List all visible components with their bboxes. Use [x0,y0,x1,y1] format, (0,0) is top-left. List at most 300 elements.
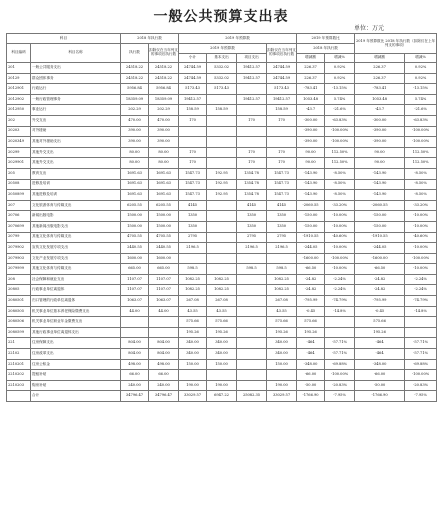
cell-subtotal-2019: 267.08 [179,296,207,307]
cell-basic-2019: 1082.25 [207,285,237,296]
header-basic: 基本支出 [207,54,237,63]
cell-excl-2018: 44.00 [149,306,179,317]
header-2019: 2019 年预算数 [179,34,297,44]
header-incr2: 增减额 [355,54,405,63]
cell-exec-2018: 1500.00 [121,221,149,232]
cell-code: 221 [7,338,31,349]
cell-name: 机关事业单位基本养老保险缴费支出 [31,306,121,317]
cell-incr: 195.26 [297,327,325,338]
cell-excl-2019: 33029.57 [267,391,297,402]
cell-basic-2019: 6947.22 [207,391,237,402]
cell-excl-2018: 1600.00 [149,253,179,264]
cell-excl-2018: 202.29 [149,105,179,116]
cell-subtotal-2019: 24744.59 [179,73,207,84]
cell-project-2019: 598.5 [237,264,267,275]
cell-name: 教育支出 [31,168,121,179]
header-subtotal: 小计 [179,54,207,63]
cell-basic-2019 [207,221,237,232]
table-row [7,200,437,211]
cell-excl-2018: 24518.22 [149,63,179,74]
cell-code: 208 [7,274,31,285]
cell-pct2: 112.50% [405,147,437,158]
cell-pct: -8.50% [325,179,355,190]
cell-pct2: -2.24% [405,274,437,285]
cell-name: 行政运行 [31,84,121,95]
table-row [7,370,437,381]
cell-incr2: -43.7 [355,105,405,116]
cell-pct: -69.88% [325,359,355,370]
table-row [7,168,437,179]
cell-incr2: -795.99 [355,296,405,307]
cell-pct2: -57.71% [405,338,437,349]
cell-basic-2019: 192.95 [207,168,237,179]
cell-subtotal-2019: 340.00 [179,338,207,349]
cell-excl-2018: 34796.47 [149,391,179,402]
cell-excl-2018: 1107.07 [149,274,179,285]
cell-excl-2019: 170 [267,147,297,158]
cell-excl-2018: 2440.55 [149,243,179,254]
cell-name: 其他外交支出 [31,158,121,169]
cell-pct2: 0.92% [405,63,437,74]
header-code: 科目编码 [7,44,31,63]
cell-incr2: 575.66 [355,317,405,328]
cell-basic-2019 [207,200,237,211]
cell-excl-2019 [267,137,297,148]
table-row [7,94,437,105]
cell-pct: -20.83% [325,380,355,391]
cell-pct [325,317,355,328]
cell-pct2: -100.00% [405,253,437,264]
cell-subtotal-2019: 190.00 [179,380,207,391]
cell-basic-2019: 190.00 [207,380,237,391]
table-row [7,84,437,95]
cell-name: 行政事业单位离退休 [31,285,121,296]
cell-subtotal-2019: 158.59 [179,105,207,116]
cell-project-2019 [237,105,267,116]
table-row [7,274,437,285]
cell-excl-2018: 1063.07 [149,296,179,307]
cell-excl-2019: 19412.57 [267,94,297,105]
cell-basic-2019: 5173.43 [207,84,237,95]
cell-name: 群众团体事务 [31,73,121,84]
cell-pct: 0.92% [325,63,355,74]
cell-pct: -10.00% [325,243,355,254]
cell-exec-2018: 1600.00 [121,253,149,264]
cell-basic-2019 [207,370,237,381]
cell-project-2019: 170 [237,115,267,126]
table-row [7,232,437,243]
cell-incr: -66.50 [297,264,325,275]
cell-excl-2018: 1500.00 [149,221,179,232]
cell-incr2: -1600.00 [355,253,405,264]
table-row [7,264,437,275]
cell-excl-2018: 804.00 [149,349,179,360]
cell-basic-2019: 192.95 [207,179,237,190]
table-row [7,105,437,116]
cell-exec-2018: 470.00 [121,115,149,126]
cell-code: 20799 [7,232,31,243]
cell-code: 2080506 [7,317,31,328]
cell-exec-2018 [121,317,149,328]
cell-subtotal-2019 [179,126,207,137]
cell-exec-2018: 202.29 [121,105,149,116]
table-row [7,243,437,254]
cell-incr: -300.00 [297,115,325,126]
cell-project-2019: 170 [237,158,267,169]
cell-incr: -43.7 [297,105,325,116]
cell-pct2 [405,317,437,328]
cell-project-2019: 1350 [237,221,267,232]
cell-code: 2080501 [7,296,31,307]
cell-exec-2018: 2440.55 [121,243,149,254]
cell-project-2019: 1354.78 [237,168,267,179]
cell-subtotal-2019: 19412.57 [179,94,207,105]
table-row [7,296,437,307]
cell-project-2019 [237,137,267,148]
cell-subtotal-2019: 24744.59 [179,63,207,74]
cell-subtotal-2019: 2196.5 [179,243,207,254]
table-row [7,158,437,169]
cell-basic-2019 [207,115,237,126]
cell-pct: -100.00% [325,370,355,381]
cell-basic-2019 [207,158,237,169]
cell-subtotal-2019: 4145 [179,200,207,211]
cell-incr: -150.00 [297,221,325,232]
cell-exec-2018: 1691.63 [121,179,149,190]
cell-code: 2079902 [7,243,31,254]
cell-subtotal-2019: 1350 [179,211,207,222]
table-row [7,327,437,338]
cell-code: 2079999 [7,264,31,275]
cell-name: 文化旅游体育与传媒支出 [31,200,121,211]
cell-pct: -13.15% [325,84,355,95]
cell-basic-2019: 158.59 [207,105,237,116]
cell-excl-2019: 267.08 [267,296,297,307]
cell-project-2019 [237,338,267,349]
cell-subtotal-2019: 1547.73 [179,179,207,190]
cell-excl-2019: 1350 [267,221,297,232]
cell-incr2: -464 [355,338,405,349]
cell-incr: -464 [297,338,325,349]
cell-exec-2018: 24518.22 [121,63,149,74]
cell-incr: -244.05 [297,243,325,254]
cell-basic-2019 [207,211,237,222]
header-2018: 2018 年执行数 [121,34,179,44]
header-cmp-exec: 2019 年预算数比 2018 年执行数（扣除仅在上年列支的事项） [355,34,437,54]
cell-code: 2012901 [7,84,31,95]
cell-subtotal-2019: 170 [179,158,207,169]
cell-name: 一般行政管理事务 [31,94,121,105]
cell-subtotal-2019: 195.26 [179,327,207,338]
cell-excl-2019: 340.00 [267,349,297,360]
cell-incr2: -24.82 [355,285,405,296]
cell-basic-2019: 5332.02 [207,63,237,74]
cell-excl-2019: 43.55 [267,306,297,317]
cell-incr2: -464 [355,349,405,360]
cell-pct: 5.74% [325,94,355,105]
cell-excl-2018: 80.00 [149,147,179,158]
table-row [7,359,437,370]
cell-name: 机关事业单位职业年金缴费支出 [31,317,121,328]
cell-pct2: -8.50% [405,168,437,179]
cell-project-2019: 2795 [237,232,267,243]
cell-project-2019 [237,327,267,338]
cell-exec-2018: 390.00 [121,126,149,137]
cell-subtotal-2019: 170 [179,147,207,158]
cell-code: 2210203 [7,380,31,391]
cell-code: 207 [7,200,31,211]
cell-excl-2018: 804.00 [149,338,179,349]
cell-incr: 226.37 [297,73,325,84]
cell-excl-2018: 5956.84 [149,84,179,95]
cell-code: 2210201 [7,359,31,370]
table-row [7,380,437,391]
cell-project-2019 [237,359,267,370]
cell-project-2019: 2196.5 [237,243,267,254]
cell-exec-2018: 498.00 [121,359,149,370]
cell-excl-2018 [149,327,179,338]
total-row [7,391,437,402]
cell-pct2: -40.60% [405,232,437,243]
cell-excl-2018 [149,317,179,328]
cell-pct: -10.00% [325,221,355,232]
cell-basic-2019 [207,232,237,243]
cell-excl-2018: 498.00 [149,359,179,370]
cell-incr: -795.99 [297,296,325,307]
cell-basic-2019: 340.00 [207,338,237,349]
cell-project-2019: 19412.57 [237,73,267,84]
cell-excl-2019: 1547.73 [267,168,297,179]
header-2019-budget: 2019 年预算数 [179,44,267,54]
cell-exec-2018: 34796.47 [121,391,149,402]
cell-pct2: -8.50% [405,190,437,201]
cell-name: 其他文化体育与传媒支出 [31,264,121,275]
cell-pct: -2.24% [325,285,355,296]
cell-code: 20508 [7,179,31,190]
cell-incr2: -0.45 [355,306,405,317]
cell-code: 2020349 [7,137,31,148]
cell-incr2: -1766.90 [355,391,405,402]
cell-subtotal-2019 [179,253,207,264]
cell-code [7,391,31,402]
cell-subtotal-2019 [179,137,207,148]
cell-project-2019: 170 [237,147,267,158]
cell-name: 进修及培训 [31,179,121,190]
cell-name: 归口管理的行政单位离退休 [31,296,121,307]
cell-incr2: -244.05 [355,243,405,254]
cell-name: 购房补贴 [31,380,121,391]
table-row [7,73,437,84]
cell-pct2 [405,327,437,338]
table-row [7,306,437,317]
cell-subtotal-2019: 575.66 [179,317,207,328]
page-title: 一般公共预算支出表 [153,9,289,25]
cell-incr: -1600.00 [297,253,325,264]
cell-code: 20203 [7,126,31,137]
cell-excl-2019: 598.5 [267,264,297,275]
cell-pct: -7.95% [325,391,355,402]
cell-subtotal-2019 [179,370,207,381]
cell-pct: 112.50% [325,158,355,169]
cell-project-2019: 19412.57 [237,63,267,74]
cell-name: 其他进修及培训 [31,190,121,201]
cell-project-2019 [237,380,267,391]
cell-incr2: 226.37 [355,73,405,84]
cell-exec-2018: 4705.55 [121,232,149,243]
cell-pct2: 112.50% [405,158,437,169]
cell-incr2: 90.00 [355,158,405,169]
table-body [7,63,437,402]
cell-exec-2018: 1500.00 [121,211,149,222]
cell-excl-2019: 1082.25 [267,274,297,285]
table-row [7,115,437,126]
cell-basic-2019: 150.00 [207,359,237,370]
cell-code: 20706 [7,211,31,222]
cell-code: 205 [7,168,31,179]
cell-basic-2019 [207,243,237,254]
cell-incr2: 90.00 [355,147,405,158]
cell-excl-2018: 24518.22 [149,73,179,84]
cell-pct: -14.8% [325,306,355,317]
cell-name: 合计 [31,391,121,402]
table-row [7,338,437,349]
cell-name: 外交支出 [31,115,121,126]
cell-project-2019: 1354.78 [237,190,267,201]
cell-code: 202 [7,115,31,126]
cell-pct2: -57.71% [405,349,437,360]
cell-pct2: -21.6% [405,105,437,116]
cell-project-2019: 25082.35 [237,391,267,402]
cell-project-2019 [237,285,267,296]
cell-project-2019 [237,317,267,328]
cell-subtotal-2019: 1350 [179,221,207,232]
cell-name: 其他新闻出版电影支出 [31,221,121,232]
cell-incr: -390.00 [297,137,325,148]
cell-excl-2019 [267,370,297,381]
cell-exec-2018: 5956.84 [121,84,149,95]
cell-incr2: -143.90 [355,190,405,201]
cell-subtotal-2019: 1082.25 [179,274,207,285]
cell-pct: -10.00% [325,211,355,222]
cell-code: 2050899 [7,190,31,201]
cell-subtotal-2019: 1082.25 [179,285,207,296]
cell-basic-2019 [207,264,237,275]
cell-excl-2019: 190.00 [267,380,297,391]
cell-excl-2018: 1691.63 [149,190,179,201]
cell-incr: -348.00 [297,359,325,370]
cell-incr: -390.00 [297,126,325,137]
cell-pct: -33.20% [325,200,355,211]
cell-pct: -8.50% [325,168,355,179]
cell-project-2019: 1354.78 [237,179,267,190]
cell-subtotal-2019: 170 [179,115,207,126]
cell-excl-2019: 24744.59 [267,73,297,84]
cell-pct2: -63.83% [405,115,437,126]
cell-project-2019 [237,84,267,95]
cell-pct: -10.00% [325,264,355,275]
cell-basic-2019: 575.66 [207,317,237,328]
cell-excl-2019: 2196.5 [267,243,297,254]
cell-incr: -0.45 [297,306,325,317]
cell-incr: -143.90 [297,168,325,179]
cell-pct: -100.00% [325,126,355,137]
cell-pct: -57.71% [325,338,355,349]
cell-incr2: -143.90 [355,179,405,190]
cell-incr2: 1053.48 [355,94,405,105]
cell-excl-2019: 150.00 [267,359,297,370]
table-row [7,221,437,232]
cell-excl-2019: 170 [267,158,297,169]
cell-pct2: -10.00% [405,264,437,275]
cell-pct [325,327,355,338]
cell-exec-2018: 1107.07 [121,285,149,296]
cell-code: 20299 [7,147,31,158]
cell-project-2019 [237,370,267,381]
cell-excl-2019: 24744.59 [267,63,297,74]
cell-incr: -143.90 [297,190,325,201]
cell-exec-2018: 18359.09 [121,94,149,105]
cell-code: 2012902 [7,94,31,105]
cell-name: 住房保障支出 [31,338,121,349]
cell-name: 对外援助 [31,126,121,137]
cell-name: 提租补贴 [31,370,121,381]
cell-exec-2018: 390.00 [121,137,149,148]
cell-code: 20129 [7,73,31,84]
cell-code: 2029901 [7,158,31,169]
cell-excl-2018: 1691.63 [149,168,179,179]
cell-project-2019 [237,296,267,307]
cell-excl-2019: 195.26 [267,327,297,338]
cell-pct: -63.83% [325,115,355,126]
cell-basic-2019: 192.95 [207,190,237,201]
cell-incr2: -66.50 [355,264,405,275]
header-subject: 科目 [7,34,121,44]
cell-incr: -24.82 [297,274,325,285]
cell-project-2019: 19412.57 [237,94,267,105]
cell-pct2: -10.00% [405,221,437,232]
cell-subtotal-2019: 5173.43 [179,84,207,95]
cell-basic-2019: 267.08 [207,296,237,307]
cell-code: 2080505 [7,306,31,317]
cell-exec-2018: 240.00 [121,380,149,391]
cell-incr: 90.00 [297,147,325,158]
cell-pct2: -8.50% [405,179,437,190]
cell-basic-2019 [207,137,237,148]
cell-subtotal-2019: 1547.73 [179,190,207,201]
cell-name: 一般公共服务支出 [31,63,121,74]
cell-exec-2018: 804.00 [121,349,149,360]
cell-exec-2018: 1691.63 [121,190,149,201]
cell-exec-2018: 80.00 [121,147,149,158]
cell-pct: -2.24% [325,274,355,285]
header-incr: 增减额 [297,54,325,63]
cell-pct2: -10.00% [405,243,437,254]
cell-name: 住房改革支出 [31,349,121,360]
cell-excl-2019: 1350 [267,211,297,222]
cell-subtotal-2019: 2795 [179,232,207,243]
cell-exec-2018: 44.00 [121,306,149,317]
cell-excl-2019: 4145 [267,200,297,211]
cell-code: 2012950 [7,105,31,116]
cell-excl-2018: 4705.55 [149,232,179,243]
table-row [7,147,437,158]
cell-pct2: -2.24% [405,285,437,296]
cell-code: 20805 [7,285,31,296]
cell-pct2: -14.8% [405,306,437,317]
cell-incr2: -348.00 [355,359,405,370]
cell-code: 201 [7,63,31,74]
cell-pct2: -100.00% [405,137,437,148]
